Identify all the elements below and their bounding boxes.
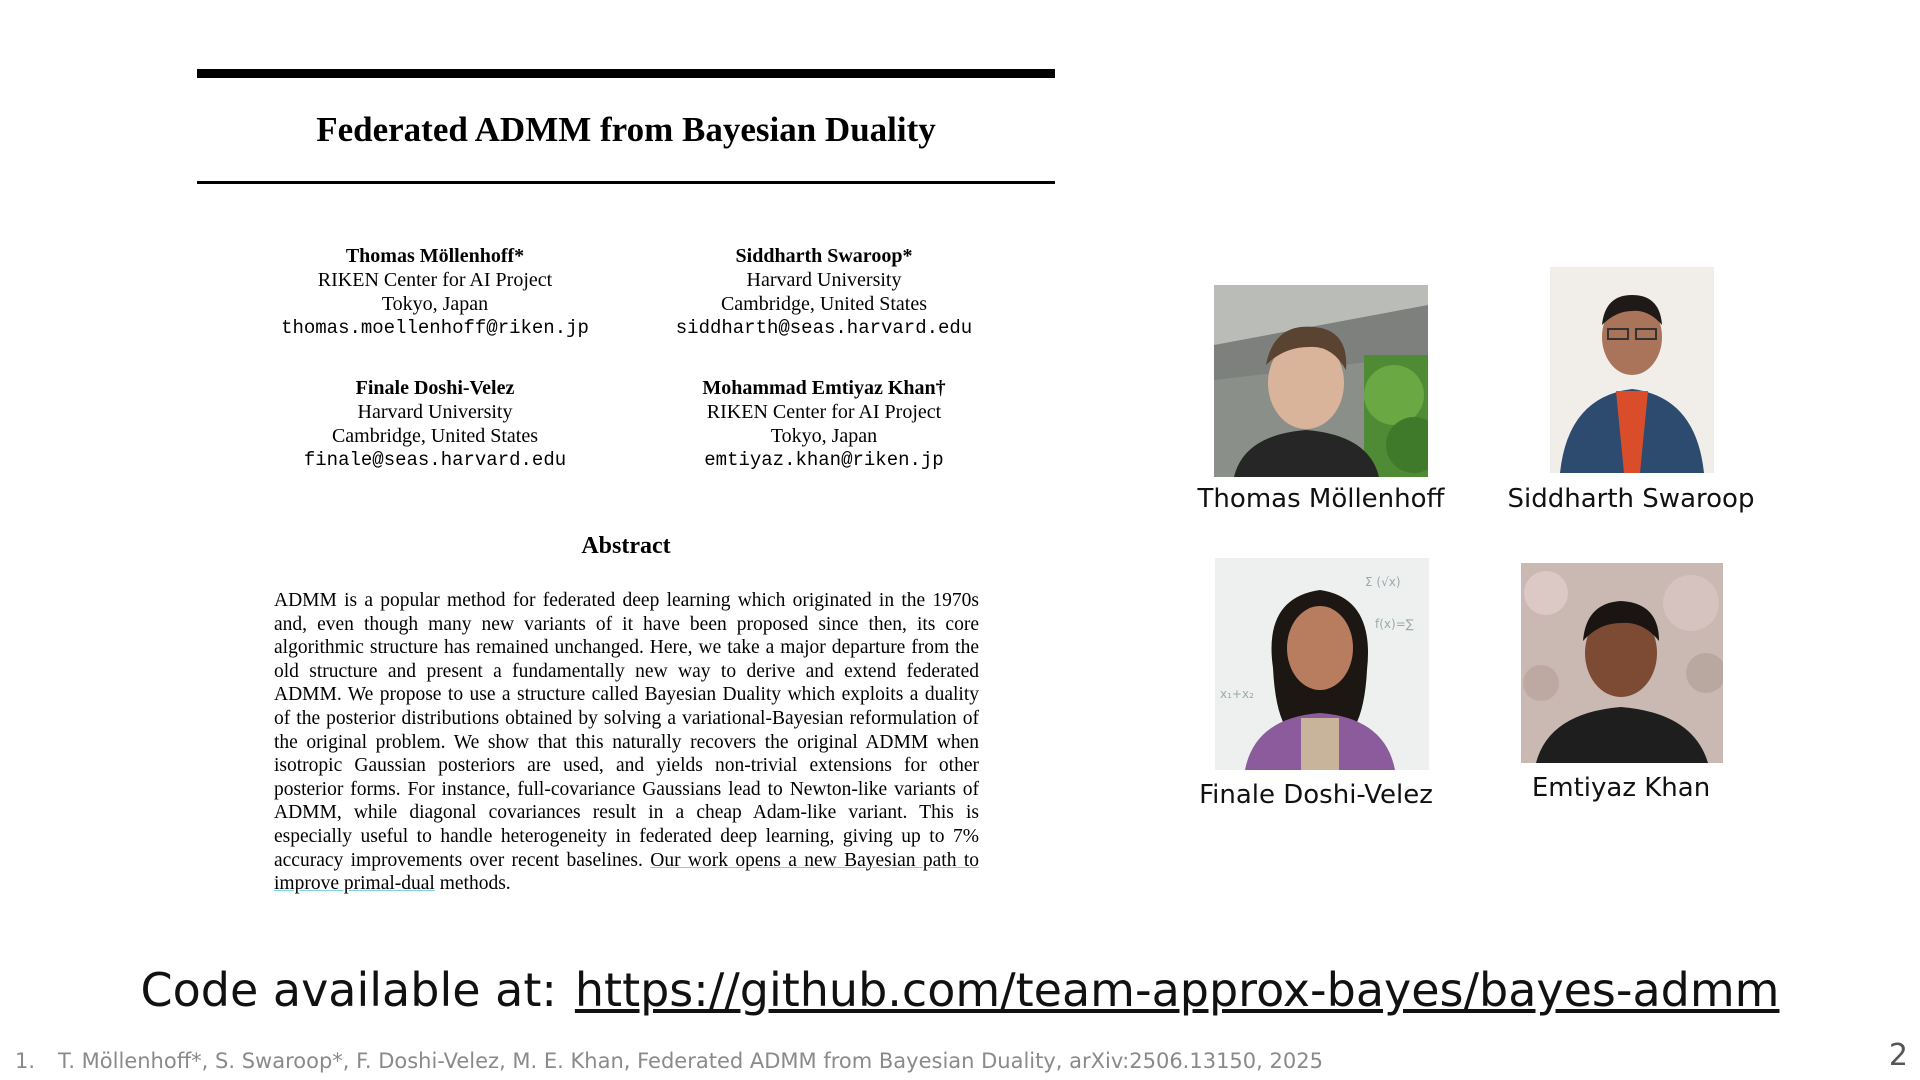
title-top-rule bbox=[197, 69, 1055, 78]
author-affiliation: Harvard University bbox=[746, 269, 902, 291]
paper-title: Federated ADMM from Bayesian Duality bbox=[316, 110, 936, 149]
author-affiliation: RIKEN Center for AI Project bbox=[317, 269, 553, 291]
code-availability bbox=[0, 963, 1920, 1017]
abstract-highlight: Our work opens a new Bayesian path to improve primal-dual bbox=[274, 849, 979, 895]
author-name: Mohammad Emtiyaz Khan† bbox=[702, 377, 946, 399]
author-name: Siddharth Swaroop* bbox=[735, 245, 913, 267]
person-photo-emtiyaz bbox=[1521, 563, 1723, 763]
code-url-link[interactable]: https://github.com/team-approx-bayes/bayes-admm bbox=[574, 963, 1780, 1017]
person-photo-finale bbox=[1215, 558, 1429, 770]
author-affiliation: Harvard University bbox=[357, 401, 513, 423]
svg-text:x₁+x₂: x₁+x₂ bbox=[1220, 687, 1254, 701]
svg-text:f(x)=∑: f(x)=∑ bbox=[1375, 617, 1414, 631]
author-block bbox=[624, 376, 1024, 472]
person-name: Emtiyaz Khan bbox=[1531, 773, 1711, 803]
abstract-text: ADMM is a popular method for federated deep learning which originated in the 1970s and, even though many new variants of it have been proposed since then, its core algorithmic structure has remained unchanged. Here, we take a major departure from the old structure and present a fundamentally new way to derive and extend federated ADMM. We propose to use a structure called Bayesian Duality which exploits a duality of the posterior distributions obtained by solving a variational-Bayesian reformulation of the original problem. We show that this naturally recovers the original ADMM when isotropic Gaussian posteriors are used, and yields non-trivial extensions for other posterior forms. For instance, full-covariance Gaussians lead to Newton-like variants of ADMM, while diagonal covariances result in a cheap Adam-like variant. This is especially useful to handle heterogeneity in federated deep learning, giving up to 7% accuracy improvements over recent baselines. bbox=[274, 590, 979, 871]
code-label: Code available at: bbox=[140, 963, 557, 1017]
author-block bbox=[624, 244, 1024, 340]
person-photo-siddharth bbox=[1550, 267, 1714, 473]
paper-screenshot bbox=[197, 0, 1055, 920]
author-affiliation: RIKEN Center for AI Project bbox=[706, 401, 942, 423]
abstract-tail: methods. bbox=[434, 873, 511, 895]
person-name: Finale Doshi-Velez bbox=[1199, 780, 1433, 810]
author-email: siddharth@seas.harvard.edu bbox=[675, 317, 973, 339]
abstract-heading: Abstract bbox=[581, 533, 671, 559]
author-location: Tokyo, Japan bbox=[381, 293, 489, 315]
author-location: Tokyo, Japan bbox=[770, 425, 878, 447]
author-email: emtiyaz.khan@riken.jp bbox=[704, 449, 944, 471]
author-block bbox=[235, 244, 635, 340]
title-bottom-rule bbox=[197, 181, 1055, 184]
author-block bbox=[235, 376, 635, 472]
person-photo-thomas bbox=[1214, 285, 1428, 477]
person-name: Siddharth Swaroop bbox=[1507, 484, 1755, 514]
author-location: Cambridge, United States bbox=[720, 293, 928, 315]
footnote-number: 1. bbox=[15, 1049, 36, 1073]
author-location: Cambridge, United States bbox=[331, 425, 539, 447]
author-email: finale@seas.harvard.edu bbox=[303, 449, 567, 471]
author-name: Finale Doshi-Velez bbox=[355, 377, 515, 399]
abstract-body bbox=[274, 589, 979, 896]
author-email: thomas.moellenhoff@riken.jp bbox=[281, 317, 589, 339]
author-name: Thomas Möllenhoff* bbox=[345, 245, 525, 267]
footnote bbox=[15, 1049, 1323, 1073]
page-number: 2 bbox=[1888, 1038, 1908, 1073]
footnote-text: T. Möllenhoff*, S. Swaroop*, F. Doshi-Velez, M. E. Khan, Federated ADMM from Bayesian Duality, arXiv:2506.13150, 2025 bbox=[58, 1049, 1323, 1073]
person-name: Thomas Möllenhoff bbox=[1197, 484, 1445, 514]
svg-text:Σ (√x): Σ (√x) bbox=[1365, 575, 1401, 589]
